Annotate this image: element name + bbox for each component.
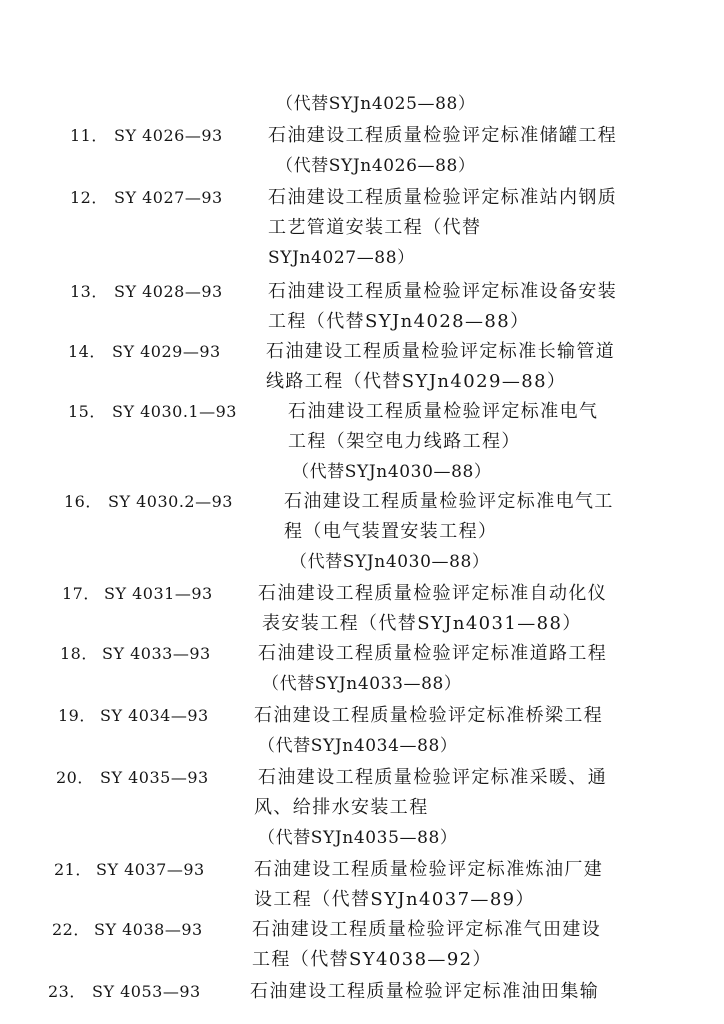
- entry-19-code: SY 4034—93: [100, 706, 209, 725]
- entry-17-code: SY 4031—93: [104, 584, 213, 603]
- entry-22-title-line-1: 石油建设工程质量检验评定标准气田建设: [252, 919, 602, 940]
- entry-16-note: （代替SYJn4030—88）: [290, 552, 490, 572]
- entry-18-number: 18．: [60, 644, 98, 663]
- entry-20-title-line-2: 风、给排水安装工程: [254, 797, 429, 818]
- entry-19-note: （代替SYJn4034—88）: [258, 736, 458, 756]
- entry-11-title-line-1: 石油建设工程质量检验评定标准储罐工程: [268, 125, 618, 146]
- entry-14-code: SY 4029—93: [112, 342, 221, 361]
- entry-20-title-line-1: 石油建设工程质量检验评定标准采暖、通: [258, 767, 608, 788]
- entry-19-number: 19．: [58, 706, 96, 725]
- entry-18-note: （代替SYJn4033—88）: [262, 674, 462, 694]
- entry-13-number: 13．: [70, 282, 108, 301]
- entry-21-title-line-2: 设工程（代替SYJn4037—89）: [254, 889, 535, 910]
- entry-15-code: SY 4030.1—93: [112, 402, 237, 421]
- entry-20-note: （代替SYJn4035—88）: [258, 828, 458, 848]
- entry-16-title-line-2: 程（电气装置安装工程）: [284, 521, 498, 542]
- entry-20-number: 20．: [56, 768, 94, 787]
- entry-22-title-line-2: 工程（代替SY4038—92）: [252, 949, 492, 970]
- entry-13-code: SY 4028—93: [114, 282, 223, 301]
- entry-12-title-line-1: 石油建设工程质量检验评定标准站内钢质: [268, 187, 618, 208]
- entry-12-code: SY 4027—93: [114, 188, 223, 207]
- entry-23-code: SY 4053—93: [92, 982, 201, 1001]
- continuation-note: （代替SYJn4025—88）: [276, 94, 476, 114]
- entry-22-code: SY 4038—93: [94, 920, 203, 939]
- entry-17-number: 17．: [62, 584, 100, 603]
- entry-14-title-line-1: 石油建设工程质量检验评定标准长输管道: [266, 341, 616, 362]
- entry-11-number: 11．: [70, 126, 108, 145]
- entry-12-title-line-2: 工艺管道安装工程（代替: [268, 217, 482, 238]
- entry-16-code: SY 4030.2—93: [108, 492, 233, 511]
- entry-12-title-line-3: SYJn4027—88）: [268, 248, 415, 268]
- entry-16-number: 16．: [64, 492, 102, 511]
- entry-23-number: 23．: [48, 982, 86, 1001]
- entry-20-code: SY 4035—93: [100, 768, 209, 787]
- entry-21-code: SY 4037—93: [96, 860, 205, 879]
- entry-22-number: 22．: [52, 920, 90, 939]
- entry-17-title-line-1: 石油建设工程质量检验评定标准自动化仪: [258, 583, 608, 604]
- entry-13-title-line-1: 石油建设工程质量检验评定标准设备安装: [268, 281, 618, 302]
- entry-21-title-line-1: 石油建设工程质量检验评定标准炼油厂建: [254, 859, 604, 880]
- entry-17-title-line-2: 表安装工程（代替SYJn4031—88）: [262, 613, 582, 634]
- entry-21-number: 21．: [54, 860, 92, 879]
- entry-15-number: 15．: [68, 402, 106, 421]
- entry-23-title-line-1: 石油建设工程质量检验评定标准油田集输: [250, 981, 600, 1002]
- entry-11-code: SY 4026—93: [114, 126, 223, 145]
- entry-14-title-line-2: 线路工程（代替SYJn4029—88）: [266, 371, 567, 392]
- entry-18-code: SY 4033—93: [102, 644, 211, 663]
- entry-15-title-line-2: 工程（架空电力线路工程）: [288, 431, 521, 452]
- entry-13-title-line-2: 工程（代替SYJn4028—88）: [268, 311, 530, 332]
- entry-18-title-line-1: 石油建设工程质量检验评定标准道路工程: [258, 643, 608, 664]
- entry-12-number: 12．: [70, 188, 108, 207]
- entry-15-note: （代替SYJn4030—88）: [292, 462, 492, 482]
- entry-15-title-line-1: 石油建设工程质量检验评定标准电气: [288, 401, 599, 422]
- entry-14-number: 14．: [68, 342, 106, 361]
- entry-19-title-line-1: 石油建设工程质量检验评定标准桥梁工程: [254, 705, 604, 726]
- entry-16-title-line-1: 石油建设工程质量检验评定标准电气工: [284, 491, 614, 512]
- entry-11-note: （代替SYJn4026—88）: [276, 156, 476, 176]
